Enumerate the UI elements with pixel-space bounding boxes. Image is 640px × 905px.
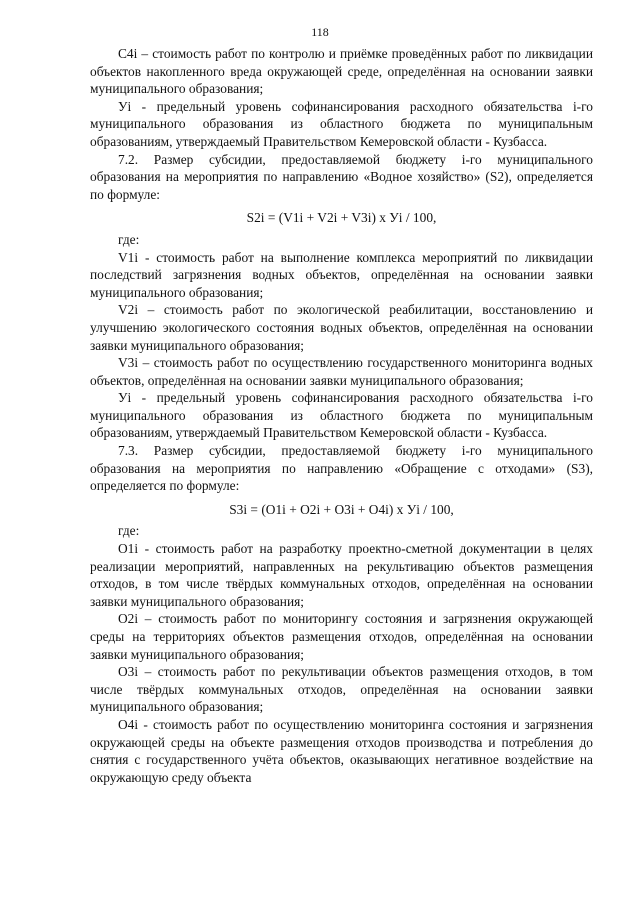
paragraph-yi-2: Уi - предельный уровень софинансирования расходного обязательства i-го муниципального образования из областного бюджета по муниципальным образованиям, утверждаемый Правительством Кемеровской области - Кузбасса. xyxy=(90,390,593,441)
where-label-2: где: xyxy=(118,523,140,539)
paragraph-7-3: 7.3. Размер субсидии, предоставляемой бюджету i-го муниципального образования на мероприятия по направлению «Обращение с отходами» (S3), определяется по формуле: xyxy=(90,443,593,494)
paragraph-yi-1: Уi - предельный уровень софинансирования расходного обязательства i-го муниципального образования из областного бюджета по муниципальным образованиям, утверждаемый Правительством Кемеровской области - Кузбасса. xyxy=(90,98,593,149)
paragraph-o4i: O4i - стоимость работ по осуществлению мониторинга состояния и загрязнения окружающей среды на объекте размещения отходов производства и потребления до снятия с государственного учёта объектов, оказывающих негативное воздействие на окружающую среду объекта xyxy=(90,716,593,785)
paragraph-v2i: V2i – стоимость работ по экологической реабилитации, восстановлению и улучшению экологического состояния водных объектов, определённая на основании заявки муниципального образования; xyxy=(90,302,593,353)
paragraph-o1i: O1i - стоимость работ на разработку проектно-сметной документации в целях реализации мероприятий, направленных на рекультивацию объектов размещения отходов, в том числе твёрдых коммунальных отходов, определённая на основании заявки муниципального образования; xyxy=(90,541,593,609)
where-label-1: где: xyxy=(118,231,140,247)
page-number: 118 xyxy=(311,25,329,39)
paragraph-o3i: O3i – стоимость работ по рекультивации объектов размещения отходов, в том числе твёрдых коммунальных отходов, определённая на основании заявки муниципального образования; xyxy=(90,664,593,715)
paragraph-7-2: 7.2. Размер субсидии, предоставляемой бюджету i-го муниципального образования на мероприятия по направлению «Водное хозяйство» (S2), определяется по формуле: xyxy=(90,151,593,202)
paragraph-o2i: O2i – стоимость работ по мониторингу состояния и загрязнения окружающей среды на территориях объектов размещения отходов, определённая на основании заявки муниципального образования; xyxy=(90,611,593,662)
paragraph-v3i: V3i – стоимость работ по осуществлению государственного мониторинга водных объектов, определённая на основании заявки муниципального образования; xyxy=(90,355,593,388)
formula-s2: S2i = (V1i + V2i + V3i) x Уi / 100, xyxy=(246,210,437,226)
formula-s3: S3i = (O1i + O2i + O3i + O4i) x Уi / 100, xyxy=(229,501,454,517)
paragraph-v1i: V1i - стоимость работ на выполнение комплекса мероприятий по ликвидации последствий загрязнения водных объектов, определённая на основании заявки муниципального образования; xyxy=(90,249,593,300)
document-body xyxy=(90,45,593,786)
paragraph-c4i: С4i – стоимость работ по контролю и приёмке проведённых работ по ликвидации объектов накопленного вреда окружающей среде, определённая на основании заявки муниципального образования; xyxy=(90,46,593,97)
